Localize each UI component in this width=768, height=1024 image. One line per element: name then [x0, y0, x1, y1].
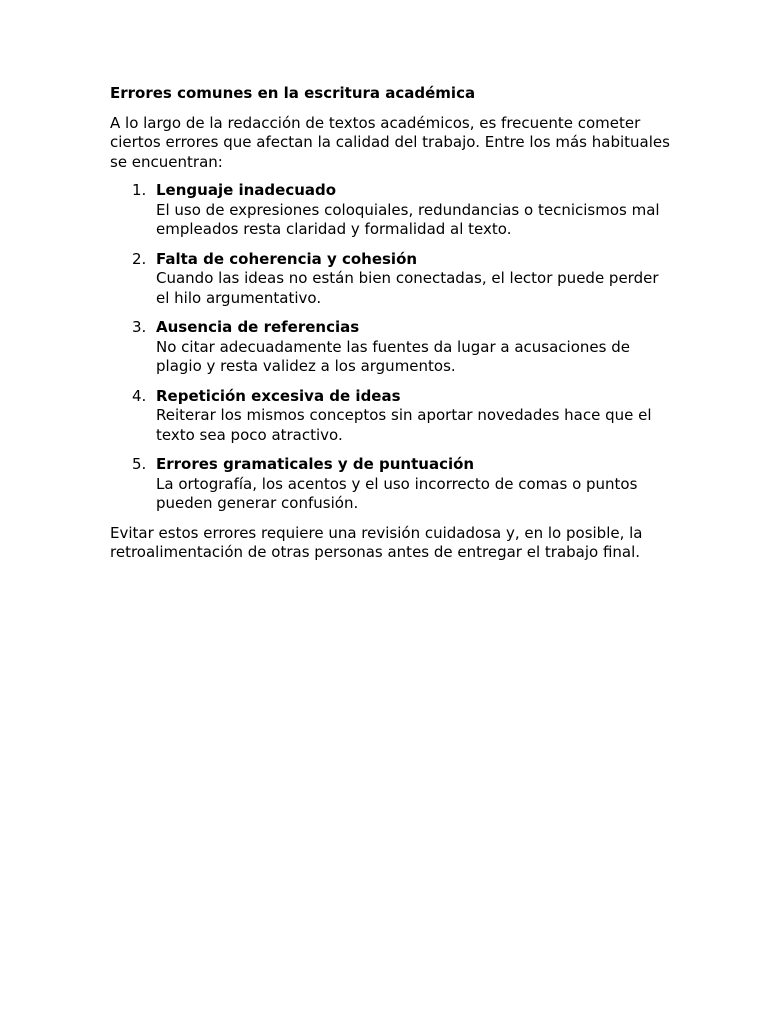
closing-paragraph: Evitar estos errores requiere una revisión cuidadosa y, en lo posible, la retroalimentación de otras personas antes de entregar el trabajo final.: [110, 523, 643, 561]
list-item: [110, 318, 670, 377]
list-item-number: 5.: [132, 455, 147, 473]
list-item: [110, 250, 670, 309]
list-item-description: Reiterar los mismos conceptos sin aportar novedades hace que el texto sea poco atractivo.: [156, 406, 652, 444]
list-item: [110, 181, 670, 240]
list-item-description: Cuando las ideas no están bien conectadas, el lector puede perder el hilo argumentativo.: [156, 269, 659, 307]
list-item-number: 3.: [132, 318, 147, 336]
document-body: [110, 84, 670, 563]
list-item-number: 4.: [132, 386, 147, 405]
document-title: Errores comunes en la escritura académica: [110, 84, 476, 102]
list-item-description: La ortografía, los acentos y el uso incorrecto de comas o puntos pueden generar confusión.: [156, 474, 638, 512]
list-item-description: El uso de expresiones coloquiales, redundancias o tecnicismos mal empleados resta claridad y formalidad al texto.: [156, 200, 660, 238]
list-item-number: 2.: [132, 249, 147, 268]
list-item-title: Repetición excesiva de ideas: [156, 386, 401, 405]
list-item: [110, 455, 670, 514]
list-item-number: 1.: [132, 181, 147, 199]
list-item: [110, 387, 670, 446]
list-item-description: No citar adecuadamente las fuentes da lugar a acusaciones de plagio y resta validez a los argumentos.: [156, 337, 630, 375]
list-item-title: Ausencia de referencias: [156, 318, 360, 336]
intro-paragraph: A lo largo de la redacción de textos académicos, es frecuente cometer ciertos errores que afectan la calidad del trabajo. Entre los más habituales se encuentran:: [110, 113, 670, 171]
list-item-title: Lenguaje inadecuado: [156, 181, 337, 199]
error-list: [110, 181, 670, 514]
list-item-title: Falta de coherencia y cohesión: [156, 249, 418, 268]
list-item-title: Errores gramaticales y de puntuación: [156, 455, 475, 473]
